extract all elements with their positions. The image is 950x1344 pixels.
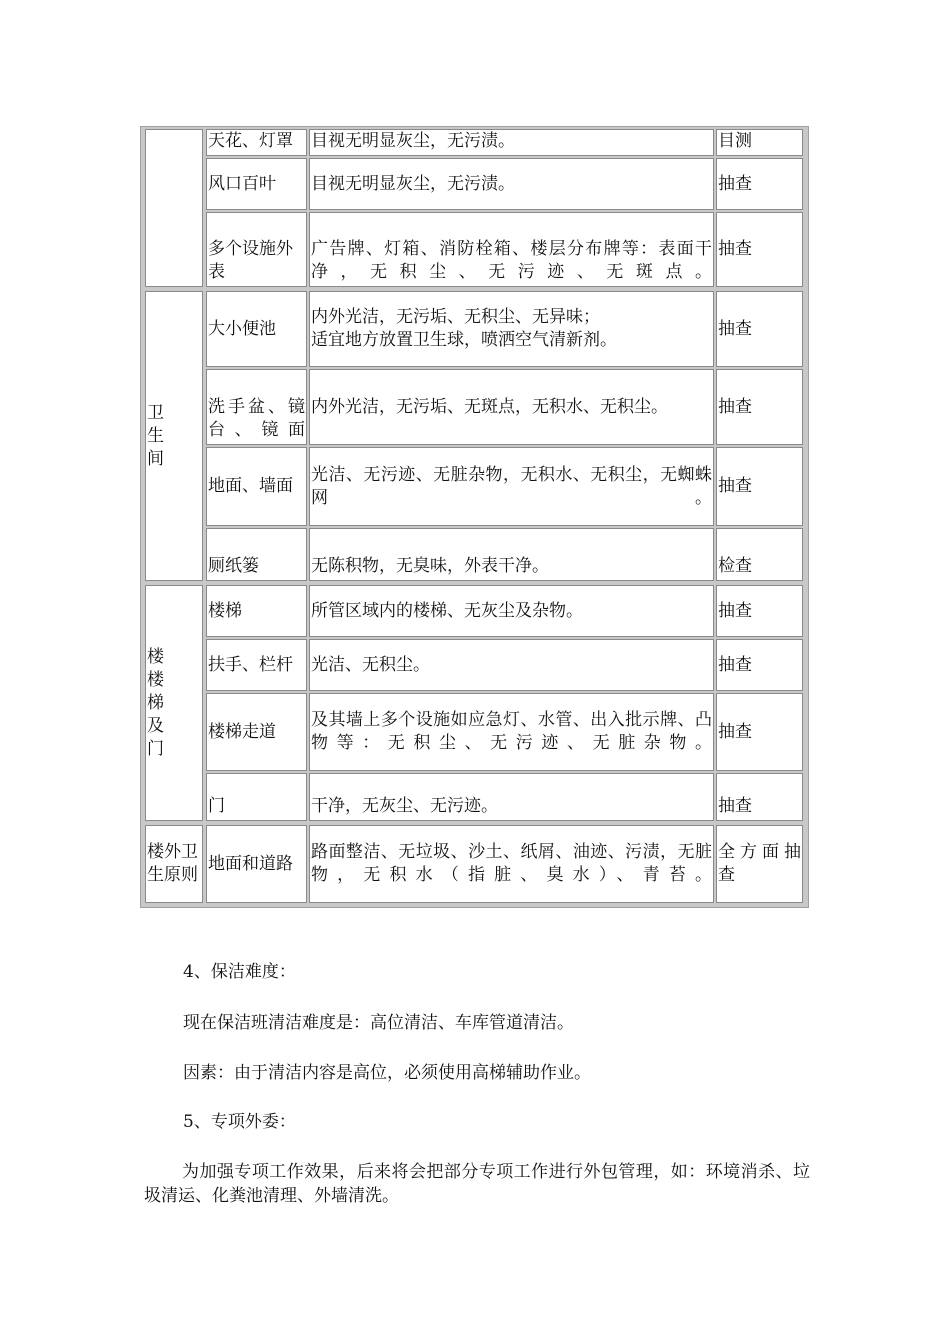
standard-cell: 干净，无灰尘、无污迹。 xyxy=(309,773,714,821)
item-cell: 洗手盆、镜台、镜面 xyxy=(206,369,307,445)
outsourcing-paragraph: 为加强专项工作效果，后来将会把部分专项工作进行外包管理，如：环境消杀、垃圾清运、化粪池清理、外墙清洗。 xyxy=(144,1162,810,1206)
standard-cell: 广告牌、灯箱、消防栓箱、楼层分布牌等：表面干净，无积尘、无污迹、无斑点。 xyxy=(309,212,714,287)
method-cell: 检查 xyxy=(716,528,803,581)
method-cell: 全方面抽查 xyxy=(716,825,803,903)
item-cell: 扶手、栏杆 xyxy=(206,639,307,691)
standard-cell: 光洁、无污迹、无脏杂物，无积水、无积尘，无蜘蛛网。 xyxy=(309,447,714,526)
standard-cell: 光洁、无积尘。 xyxy=(309,639,714,691)
standard-cell: 无陈积物，无臭味，外表干净。 xyxy=(309,528,714,581)
standard-line-2: 适宜地方放置卫生球，喷洒空气清新剂。 xyxy=(311,330,617,350)
item-cell: 大小便池 xyxy=(206,291,307,367)
method-cell: 目测 xyxy=(716,129,803,156)
method-cell: 抽查 xyxy=(716,369,803,445)
method-cell: 抽查 xyxy=(716,693,803,771)
standard-cell: 所管区域内的楼梯、无灰尘及杂物。 xyxy=(309,585,714,637)
difficulty-paragraph: 现在保洁班清洁难度是：高位清洁、车库管道清洁。 xyxy=(183,1013,574,1033)
standard-cell: 目视无明显灰尘，无污渍。 xyxy=(309,158,714,210)
standard-line-1: 内外光洁，无污垢、无积尘、无异味； xyxy=(311,307,600,327)
method-cell: 抽查 xyxy=(716,447,803,526)
method-cell: 抽查 xyxy=(716,212,803,287)
area-cell-stairs-doors: 楼楼梯及门 xyxy=(145,585,203,821)
method-cell: 抽查 xyxy=(716,585,803,637)
reason-paragraph: 因素：由于清洁内容是高位，必须使用高梯辅助作业。 xyxy=(183,1063,591,1083)
item-cell: 楼梯 xyxy=(206,585,307,637)
method-cell: 抽查 xyxy=(716,158,803,210)
method-cell: 抽查 xyxy=(716,773,803,821)
section-heading-difficulty: 4、保洁难度： xyxy=(183,962,296,982)
standard-cell: 目视无明显灰尘，无污渍。 xyxy=(309,129,714,156)
standard-cell: 内外光洁，无污垢、无斑点，无积水、无积尘。 xyxy=(309,369,714,445)
item-cell: 天花、灯罩 xyxy=(206,129,307,156)
cleaning-standards-table xyxy=(140,126,809,908)
standard-cell: 及其墙上多个设施如应急灯、水管、出入批示牌、凸物等：无积尘、无污迹、无脏杂物。 xyxy=(309,693,714,771)
standard-cell: 路面整洁、无垃圾、沙土、纸屑、油迹、污渍，无脏物，无积水（指脏、臭水）、青苔。 xyxy=(309,825,714,903)
item-cell: 楼梯走道 xyxy=(206,693,307,771)
section-heading-outsourcing: 5、专项外委： xyxy=(183,1112,296,1132)
item-cell: 地面、墙面 xyxy=(206,447,307,526)
method-cell: 抽查 xyxy=(716,639,803,691)
area-cell-public xyxy=(145,129,203,287)
item-cell: 地面和道路 xyxy=(206,825,307,903)
area-cell-outdoor: 楼外卫生原则 xyxy=(145,825,203,903)
area-cell-restroom: 卫生间 xyxy=(145,291,203,581)
item-cell: 风口百叶 xyxy=(206,158,307,210)
item-cell: 多个设施外表 xyxy=(206,212,307,287)
item-cell: 厕纸篓 xyxy=(206,528,307,581)
item-cell: 门 xyxy=(206,773,307,821)
standard-cell xyxy=(309,291,714,367)
method-cell: 抽查 xyxy=(716,291,803,367)
